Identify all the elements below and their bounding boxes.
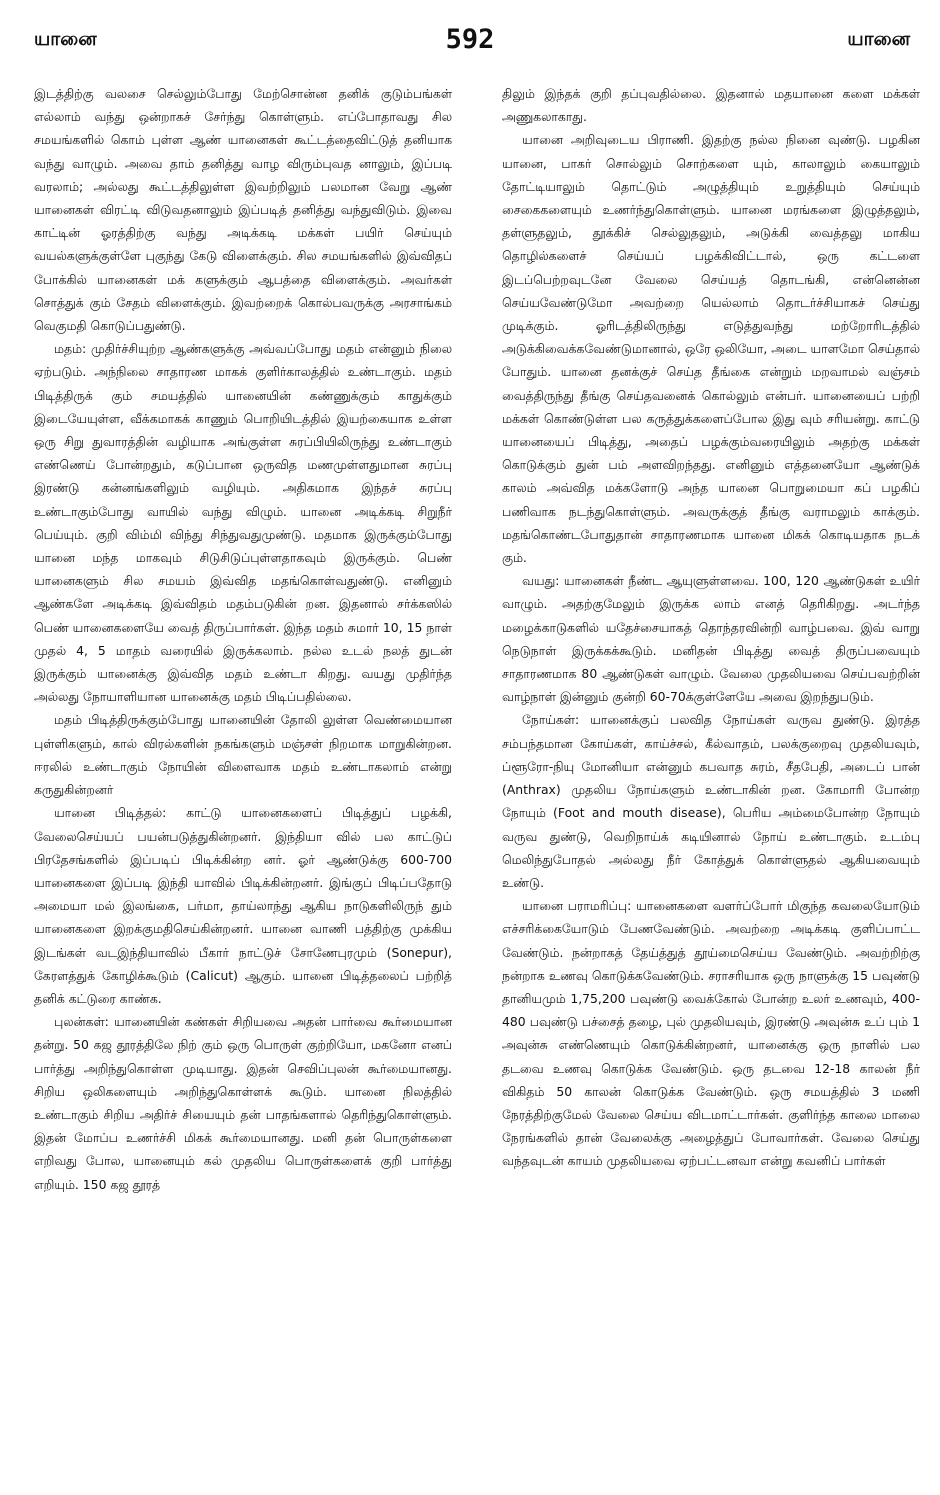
right-column [502, 82, 920, 1173]
paragraph: யானை பிடித்தல்: காட்டு யானைகளைப் பிடித்துப் பழக்கி, வேலைசெய்யப் பயன்படுத்துகின்றனர். இந்தியா வில் பல காட்டுப் பிரதேசங்களில் இப்படிப் பிடிக்கின்ற னர். ஓர் ஆண்டுக்கு 600-700 யானைகளை இப்படி இந்தி யாவில் பிடிக்கின்றனர். இங்குப் பிடிப்பதோடு அமையா மல் இலங்கை, பர்மா, தாய்லாந்து ஆகிய நாடுகளிலிருந் தும் யானைகளை இறக்குமதிசெய்கின்றனர். யானை வாணி பத்திற்கு முக்கிய இடங்கள் வடஇந்தியாவில் பீகார் நாட்டுச் சோணேபுரமும் (Sonepur), கேரளத்துக் கோழிக்கூடும் (Calicut) ஆகும். யானை பிடித்தலைப் பற்றித் தனிக் கட்டுரை காண்க. [34, 805, 452, 1006]
paragraph: இடத்திற்கு வலசை செல்லும்போது மேற்சொன்ன தனிக் குடும்பங்கள் எல்லாம் வந்து ஒன்றாகச் சேர்ந்து கொள்ளும். எப்போதாவது சில சமயங்களில் கொம் புள்ள ஆண் யானைகள் கூட்டத்தைவிட்டுத் தனியாக வந்து வாழும். அவை தாம் தனித்து வாழ விரும்புவத னாலும், இப்படி வரலாம்; அல்லது கூட்டத்திலுள்ள இவற்றிலும் பலமான வேறு ஆண் யானைகள் விரட்டி விடுவதனாலும் இப்படித் தனித்து வந்துவிடும். இவை காட்டின் ஓரத்திற்கு வந்து அடிக்கடி மக்கள் பயிர் செய்யும் வயல்களுக்குள்ளே புகுந்து கேடு விளைக்கும். சில சமயங்களில் இவ்விதப் போக்கில் யானைகள் மக் களுக்கும் ஆபத்தை விளைக்கும். அவர்கள் சொத்துக் கும் சேதம் விளைக்கும். இவற்றைக் கொல்பவருக்கு அரசாங்கம் வெகுமதி கொடுப்பதுண்டு. [34, 86, 452, 334]
running-head-right: யானை [847, 28, 910, 50]
paragraph: வயது: யானைகள் நீண்ட ஆயுளுள்ளவை. 100, 120 ஆண்டுகள் உயிர் வாழும். அதற்குமேலும் இருக்க லாம் எனத் தெரிகிறது. அடர்ந்த மழைக்காடுகளில் யதேச்சையாகத் தொந்தரவின்றி வாழ்பவை. இவ் வாறு நெடுநாள் இருக்கக்கூடும். மனிதன் பிடித்து வைத் திருப்பவையும் சாதாரணமாக 80 ஆண்டுகள் வாழும். வேலை முதலியவை செய்பவற்றின் வாழ்நாள் இன்னும் குன்றி 60-70க்குள்ளேயே அவை இறந்துபடும். [502, 573, 920, 705]
paragraph: மதம் பிடித்திருக்கும்போது யானையின் தோலி லுள்ள வெண்மையான புள்ளிகளும், கால் விரல்களின் நகங்களும் மஞ்சள் நிறமாக மாறுகின்றன. ஈரலில் உண்டாகும் நோயின் விளைவாக மதம் உண்டாகலாம் என்று கருதுகின்றனர் [34, 712, 452, 798]
paragraph: மதம்: முதிர்ச்சியுற்ற ஆண்களுக்கு அவ்வப்போது மதம் என்னும் நிலை ஏற்படும். அந்நிலை சாதாரண மாகக் குளிர்காலத்தில் உண்டாகும். மதம் பிடித்திருக் கும் சமயத்தில் யானையின் கண்ணுக்கும் காதுக்கும் இடையேயுள்ள, வீக்கமாகக் காணும் பொறியிடத்தில் இயற்கையாக உள்ள ஒரு சிறு துவாரத்தின் வழியாக அங்குள்ள சுரப்பியிலிருந்து உண்டாகும் எண்ணெய் போன்றதும், கடுப்பான ஒருவித மணமுள்ளதுமான சுரப்பு இரண்டு கன்னங்களிலும் வழியும். அதிகமாக இந்தச் சுரப்பு உண்டாகும்போது வாயில் வந்து விழும். யானை அடிக்கடி சிறுநீர் பெய்யும். குறி விம்மி விந்து சிந்துவதுமுண்டு. மதமாக இருக்கும்போது யானை மந்த மாகவும் சிடுசிடுப்புள்ளதாகவும் இருக்கும். பெண் யானைகளும் சில சமயம் இவ்வித மதங்கொள்வதுண்டு. எனினும் ஆண்களே அடிக்கடி இவ்விதம் மதம்படுகின் றன. இதனால் சர்க்கஸில் பெண் யானைகளையே வைத் திருப்பார்கள். இந்த மதம் சுமார் 10, 15 நாள் முதல் 4, 5 மாதம் வரையில் இருக்கலாம். நல்ல உடல் நலத் துடன் இருக்கும் யானைக்கு இவ்வித மதம் உண்டா கிறது. வயது முதிர்ந்த அல்லது நோயாளியான யானைக்கு மதம் பிடிப்பதில்லை. [34, 341, 452, 705]
page-number: 592 [445, 24, 495, 55]
paragraph: திலும் இந்தக் குறி தப்புவதில்லை. இதனால் மதயானை களை மக்கள் அணுகலாகாது. [502, 86, 920, 125]
paragraph: புலன்கள்: யானையின் கண்கள் சிறியவை அதன் பார்வை கூர்மையான தன்று. 50 கஜ தூரத்திலே நிற் கும் ஒரு பொருள் குற்றியோ, மகனோ எனப் பார்த்து அறிந்துகொள்ள முடியாது. இதன் செவிப்புலன் கூர்மையானது. சிறிய ஒலிகளையும் அறிந்துகொள்ளக் கூடும். யானை நிலத்தில் உண்டாகும் சிறிய அதிர்ச் சியையும் தன் பாதங்களால் தெரிந்துகொள்ளும். இதன் மோப்ப உணர்ச்சி மிகக் கூர்மையானது. மனி தன் பொருள்களை எறிவது போல, யானையும் கல் முதலிய பொருள்களைக் குறி பார்த்து எறியும். 150 கஜ தூரத் [34, 1014, 452, 1192]
paragraph: யானை பராமரிப்பு: யானைகளை வளர்ப்போர் மிகுந்த கவலையோடும் எச்சரிக்கையோடும் பேணவேண்டும். அவற்றை அடிக்கடி குளிப்பாட்ட வேண்டும். நன்றாகத் தேய்த்துத் தூய்மைசெய்ய வேண்டும். அவற்றிற்கு நன்றாக உணவு கொடுக்கவேண்டும். சராசரியாக ஒரு நாளுக்கு 15 பவுண்டு தானியமும் 1,75,200 பவுண்டு வைக்கோல் போன்ற உலர் உணவும், 400-480 பவுண்டு பச்சைத் தழை, புல் முதலியவும், இரண்டு அவுன்சு உப் பும் 1 அவுன்சு எண்ணெயும் கொடுக்கின்றனர், யானைக்கு ஒரு நாளில் பல தடவை உணவு கொடுக்க வேண்டும். ஒரு தடவை 12-18 காலன் நீர் விகிதம் 50 காலன் கொடுக்க வேண்டும். ஒரு சமயத்தில் 3 மணி நேரத்திற்குமேல் வேலை செய்ய விடமாட்டார்கள். குளிர்ந்த காலை மாலை நேரங்களில் தான் வேலைக்கு அழைத்துப் போவார்கள். வேலை செய்து வந்தவுடன் காயம் முதலியவை ஏற்பட்டனவா என்று கவனிப் பார்கள் [502, 898, 920, 1169]
running-head-left: யானை [34, 28, 97, 50]
paragraph: யானை அறிவுடைய பிராணி. இதற்கு நல்ல நினை வுண்டு. பழகின யானை, பாகர் சொல்லும் சொற்களை யும், காலாலும் கையாலும் தோட்டியாலும் தொட்டும் அழுத்தியும் உறுத்தியும் செய்யும் சைகைகளையும் உணர்ந்துகொள்ளும். யானை மரங்களை இழுத்தலும், தள்ளுதலும், தூக்கிச் செல்லுதலும், அடுக்கி வைத்தலு மாகிய தொழில்களைச் செய்யப் பழக்கிவிட்டால், ஒரு கட்டளை இடப்பெற்றவுடனே வேலை செய்யத் தொடங்கி, என்னென்ன செய்யவேண்டுமோ அவற்றை யெல்லாம் தொடர்ச்சியாகச் செய்து முடிக்கும். ஓரிடத்திலிருந்து எடுத்துவந்து மற்றோரிடத்தில் அடுக்கிவைக்கவேண்டுமானால், ஒரே ஒலியோ, அடை யாளமோ செய்தால் போதும். யானை தனக்குச் செய்த தீங்கை என்றும் மறவாமல் வஞ்சம் வைத்திருந்து தீங்கு செய்தவனைக் கொல்லும் என்பர். யானையைப் பற்றி மக்கள் கொண்டுள்ள பல கருத்துக்களைப்போல இது வும் சரியன்று. காட்டு யானையைப் பிடித்து, அதைப் பழக்கும்வரையிலும் அதற்கு மக்கள் கொடுக்கும் துன் பம் அளவிறந்தது. எனினும் எத்தனையோ ஆண்டுக் காலம் அவ்வித மக்களோடு அந்த யானை பொறுமையா கப் பழகிப் பணிவாக நடந்துகொள்ளும். அவருக்குத் தீங்கு வராமலும் காக்கும். மதங்கொண்டபோதுதான் சாதாரணமாக யானை மிகக் கொடியதாக நடக் கும். [502, 132, 920, 566]
left-column [34, 82, 452, 1196]
paragraph: நோய்கள்: யானைக்குப் பலவித நோய்கள் வருவ துண்டு. இரத்த சம்பந்தமான கோய்கள், காய்ச்சல், கீல்வாதம், பலக்குறைவு முதலியவும், ப்ளூரோ-நியு மோனியா என்னும் கபவாத சுரம், சீதபேதி, அடைப் பான் (Anthrax) முதலிய நோய்களும் உண்டாகின் றன. கோமாரி போன்ற நோயும் (Foot and mouth disease), பெரிய அம்மைபோன்ற நோயும் வருவ துண்டு, வெறிநாய்க் கடியினால் நோய் உண்டாகும். உடம்பு மெலிந்துபோதல் அல்லது நீர் கோத்துக் கொள்ளுதல் ஆகியவையும் உண்டு. [502, 712, 920, 890]
